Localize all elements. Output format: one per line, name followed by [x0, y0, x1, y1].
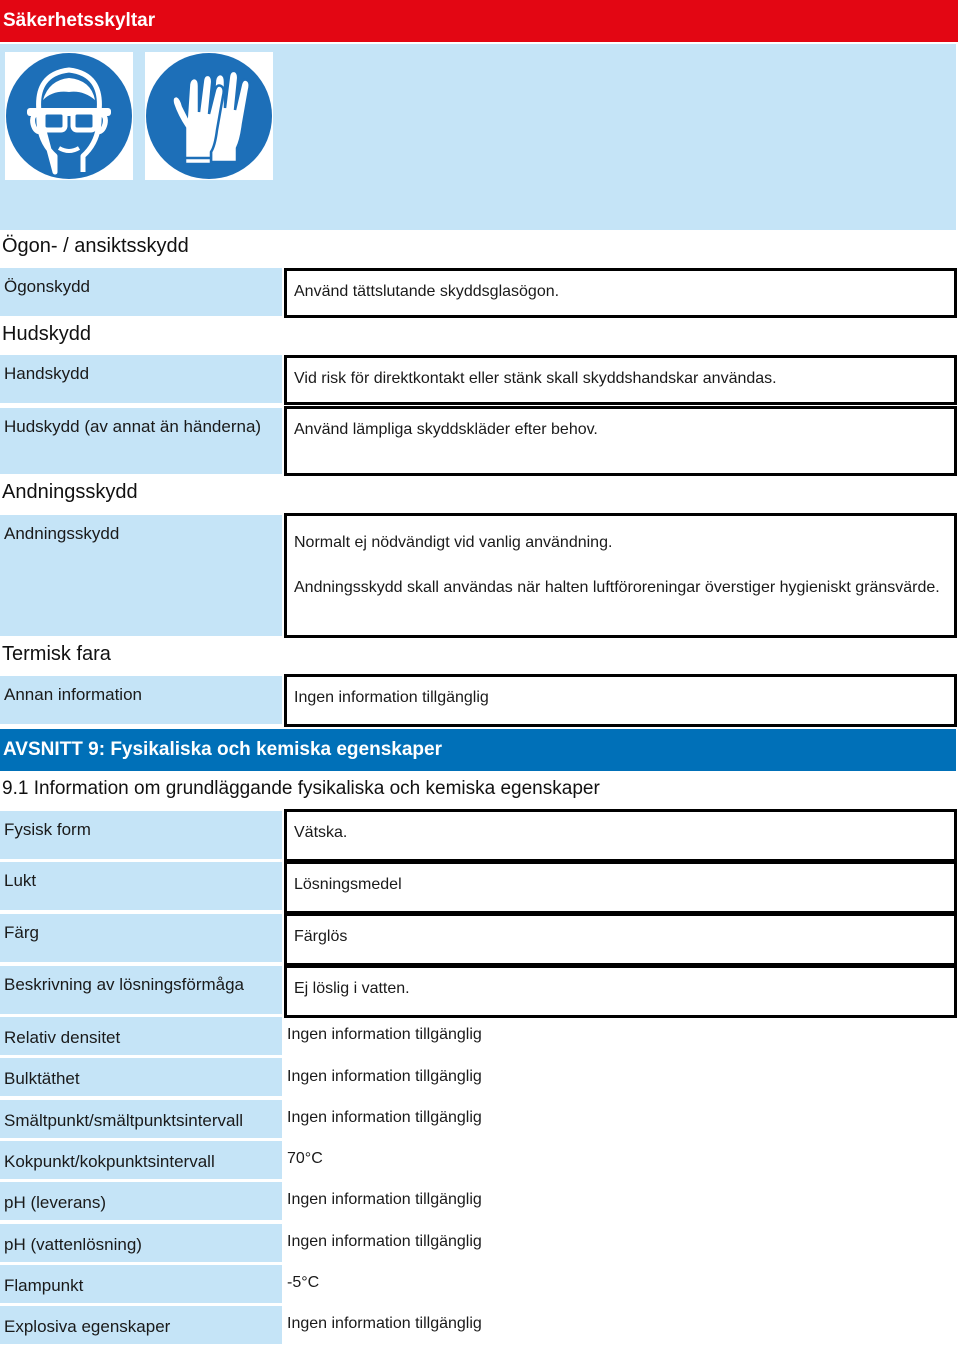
explosive-properties-label: Explosiva egenskaper — [0, 1306, 282, 1344]
section-9-title: AVSNITT 9: Fysikaliska och kemiska egenskaper — [3, 739, 442, 760]
flash-point-label: Flampunkt — [0, 1265, 282, 1303]
other-information-label: Annan information — [0, 676, 282, 724]
gloves-icon — [145, 52, 273, 180]
other-information-value: Ingen information tillgänglig — [294, 689, 489, 706]
boiling-point-label: Kokpunkt/kokpunktsintervall — [0, 1141, 282, 1179]
color-label: Färg — [0, 914, 282, 962]
odor-value: Lösningsmedel — [294, 876, 402, 893]
eye-protection-sign — [5, 52, 133, 180]
color-value-box — [284, 913, 957, 966]
eye-protection-icon — [5, 52, 133, 180]
odor-value-box — [284, 861, 957, 914]
eye-protection-value-box — [284, 268, 957, 318]
respiratory-protection-label: Andningsskydd — [0, 515, 282, 636]
body-protection-value-box — [284, 406, 957, 476]
page-title: Säkerhetsskyltar — [3, 10, 156, 31]
section-9-bar — [0, 729, 956, 771]
relative-density-label: Relativ densitet — [0, 1017, 282, 1055]
hand-protection-value-box — [284, 355, 957, 405]
color-value: Färglös — [294, 928, 348, 945]
safety-signs-panel — [0, 44, 956, 230]
section-9-1-heading: 9.1 Information om grundläggande fysikaliska och kemiska egenskaper — [2, 778, 600, 799]
physical-form-value: Vätska. — [294, 824, 348, 841]
respiratory-protection-heading: Andningsskydd — [2, 481, 138, 503]
ph-solution-label: pH (vattenlösning) — [0, 1224, 282, 1262]
physical-form-label: Fysisk form — [0, 811, 282, 859]
body-protection-label: Hudskydd (av annat än händerna) — [0, 408, 282, 474]
skin-protection-heading: Hudskydd — [2, 323, 91, 345]
ph-delivery-label: pH (leverans) — [0, 1182, 282, 1220]
ph-solution-value: Ingen information tillgänglig — [287, 1233, 482, 1250]
melting-point-value: Ingen information tillgänglig — [287, 1109, 482, 1126]
ph-delivery-value: Ingen information tillgänglig — [287, 1191, 482, 1208]
flash-point-value: -5°C — [287, 1274, 320, 1291]
eye-protection-label: Ögonskydd — [0, 268, 282, 316]
solubility-value: Ej löslig i vatten. — [294, 980, 410, 997]
respiratory-note-1: Normalt ej nödvändigt vid vanlig användning. — [294, 534, 613, 551]
hand-protection-label: Handskydd — [0, 355, 282, 403]
title-bar — [0, 0, 958, 42]
melting-point-label: Smältpunkt/smältpunktsintervall — [0, 1100, 282, 1138]
respiratory-note-2: Andningsskydd skall användas när halten luftföroreningar överstiger hygieniskt gränsvärde. — [294, 579, 940, 596]
boiling-point-value: 70°C — [287, 1150, 323, 1167]
thermal-hazard-heading: Termisk fara — [2, 643, 111, 665]
bulk-density-label: Bulktäthet — [0, 1058, 282, 1096]
eye-face-protection-heading: Ögon- / ansiktsskydd — [2, 235, 189, 257]
respiratory-protection-value-box — [284, 513, 957, 638]
other-information-value-box — [284, 674, 957, 727]
eye-protection-value: Använd tättslutande skyddsglasögon. — [294, 283, 560, 300]
gloves-sign — [145, 52, 273, 180]
body-protection-value: Använd lämpliga skyddskläder efter behov. — [294, 421, 598, 438]
bulk-density-value: Ingen information tillgänglig — [287, 1068, 482, 1085]
hand-protection-value: Vid risk för direktkontakt eller stänk skall skyddshandskar användas. — [294, 370, 777, 387]
explosive-properties-value: Ingen information tillgänglig — [287, 1315, 482, 1332]
physical-form-value-box — [284, 809, 957, 862]
solubility-label: Beskrivning av lösningsförmåga — [0, 966, 282, 1014]
solubility-value-box — [284, 965, 957, 1018]
odor-label: Lukt — [0, 862, 282, 910]
relative-density-value: Ingen information tillgänglig — [287, 1026, 482, 1043]
